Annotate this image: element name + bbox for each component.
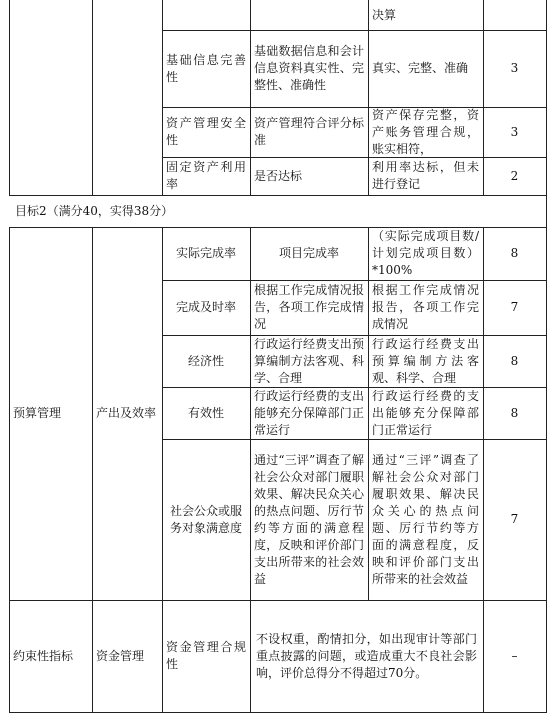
table-rule [9,0,10,195]
table-cell [9,0,92,195]
table-rule [92,227,93,713]
table-cell: 决算 [372,7,397,22]
indicator-cell: 固定资产利用率 [166,160,246,191]
result-cell: 根据工作完成情况报告，各项工作完成情况 [372,283,479,331]
table-rule [162,439,546,440]
standard-cell: 通过“三评”调查了解社会公众对部门履职效果、解决民众关心的热点问题、厉行节约等方面的满意程度，反映和评价部门支出所带来的社会效益 [254,452,364,586]
indicator-cell: 有效性 [187,405,224,420]
description-cell: 不设权重，酌情扣分，如出现审计等部门重点披露的问题，或造成重大不良社会影响，评价总得分不得超过70分。 [256,631,477,680]
indicator-cell: 完成及时率 [175,300,236,314]
category-cell: 预算管理 [13,406,62,420]
table-rule [546,0,547,713]
table-rule [9,227,546,228]
standard-cell: 基础数据信息和会计信息资料真实性、完整性、准确性 [254,44,364,92]
table-rule [368,227,369,600]
score-cell: 8 [510,353,519,368]
table-rule [162,157,546,158]
score-cell: 8 [510,405,519,420]
table-rule [9,227,10,713]
standard-cell: 是否达标 [254,168,303,183]
result-cell: 行政运行经费支出预算编制方法客观、科学、合理 [372,336,479,385]
table-rule [9,195,546,196]
table-rule [162,0,163,195]
indicator-cell: 资金管理合规性 [166,640,246,671]
table-rule [162,107,546,108]
score-cell: 7 [510,512,519,526]
indicator-cell: 社会公众或服务对象满意度 [169,503,242,535]
result-cell: （实际完成项目数/计划完成项目数）*100% [372,229,479,277]
subcategory-cell: 资金管理 [96,648,145,663]
indicator-cell: 基础信息完善性 [166,52,246,84]
indicator-cell: 经济性 [187,353,224,368]
table-rule [483,227,484,713]
table-rule [250,227,251,713]
standard-cell: 行政运行经费支出预算编制方法客观、科学、合理 [254,336,364,385]
table-rule [162,387,546,388]
table-rule [250,0,251,195]
score-cell: 7 [510,300,519,314]
score-cell: 2 [510,168,519,183]
indicator-cell: 资产管理安全性 [166,116,246,147]
table-rule [368,0,369,195]
result-cell: 行政运行经费的支出能够充分保障部门正常运行 [372,388,479,437]
table-rule [9,600,546,601]
score-cell: 8 [510,246,519,260]
table-rule [162,227,163,713]
standard-cell: 根据工作完成情况报告，各项工作完成情况 [254,283,364,331]
table-cell [162,0,250,30]
table-rule [483,0,484,195]
indicator-cell: 实际完成率 [175,246,236,260]
score-cell: – [511,648,518,663]
table-rule [92,0,93,195]
table-rule [9,712,547,713]
table-cell [250,0,368,30]
standard-cell: 资产管理符合评分标准 [254,116,364,147]
result-cell: 真实、完整、准确 [372,61,469,75]
table-rule [162,30,546,31]
result-cell: 通过“三评”调查了解社会公众对部门履职效果、解决民众关心的热点问题、厉行节约等方面的满意程度，反映和评价部门支出所带来的社会效益 [372,452,479,586]
section-heading: 目标2（满分40，实得38分） [15,203,174,218]
result-cell: 利用率达标，但未进行登记 [372,160,479,191]
table-rule [162,280,546,281]
standard-cell: 行政运行经费的支出能够充分保障部门正常运行 [254,388,364,437]
result-cell: 资产保存完整，资产账务管理合规，账实相符， [372,107,479,156]
table-cell [92,0,162,195]
subcategory-cell: 产出及效率 [96,406,157,420]
score-cell: 3 [510,124,519,139]
standard-cell: 项目完成率 [278,246,339,260]
table-rule [162,335,546,336]
score-cell [483,0,546,30]
category-cell: 约束性指标 [13,648,74,663]
score-cell: 3 [510,61,519,75]
